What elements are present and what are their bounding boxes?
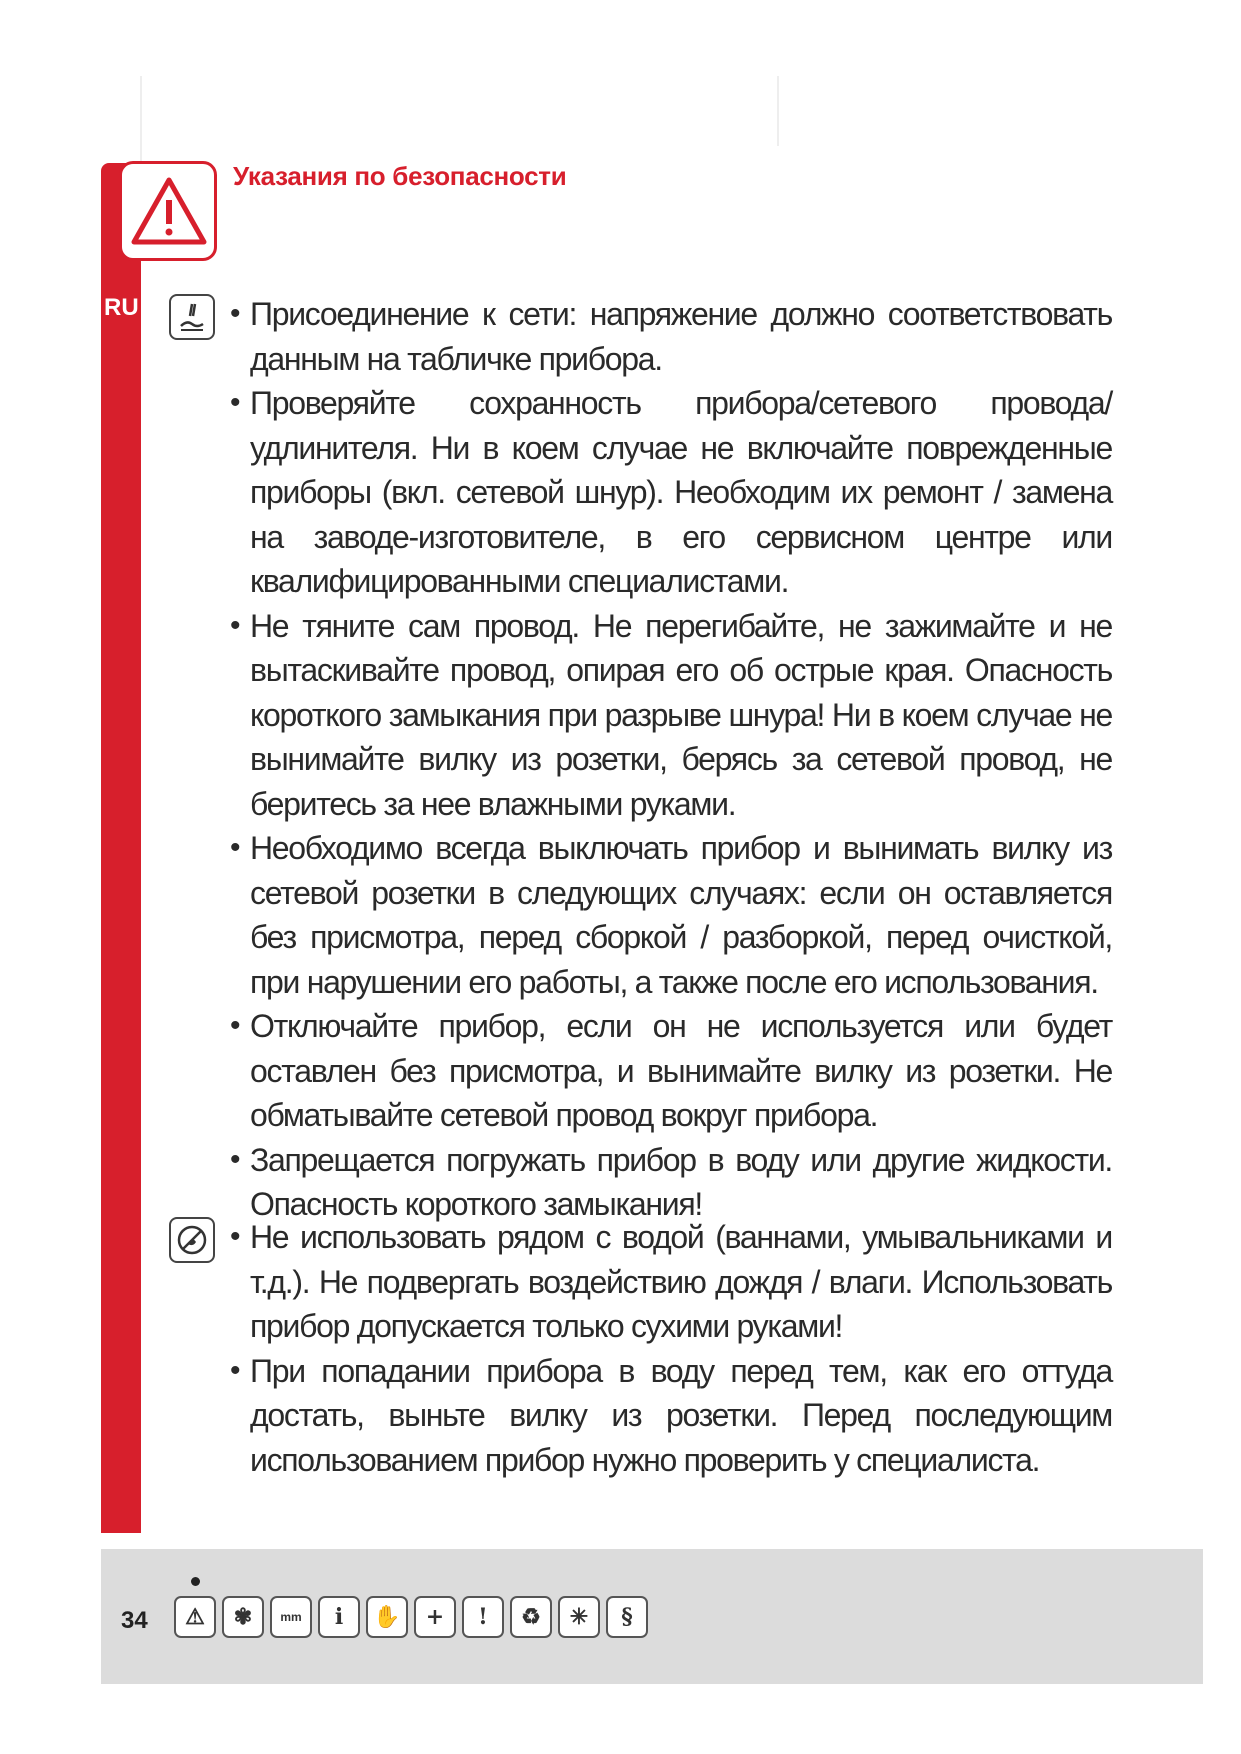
list-item: • При попадании прибора в воду перед тем, как его оттуда достать, выньте вилку из розетки. Перед последующим использованием прибор нужно проверить у специалиста.	[232, 1349, 1112, 1483]
list-item: • Отключайте прибор, если он не используется или будет оставлен без присмотра, и вынимайте вилку из розетки. Не обматывайте сетевой провод вокруг прибора.	[232, 1004, 1112, 1138]
list-item: • Присоединение к сети: напряжение должно соответствовать данным на табличке прибора.	[232, 292, 1112, 381]
no-water-icon-box	[169, 1217, 215, 1263]
plug-icon-box	[169, 294, 215, 340]
section2-bullets	[232, 1215, 1112, 1482]
language-label: RU	[104, 294, 139, 321]
warning-triangle-icon[interactable]: ⚠	[174, 1596, 216, 1638]
list-item: • Проверяйте сохранность прибора/сетевого провода/удлинителя. Ни в коем случае не включайте поврежденные приборы (вкл. сетевой шнур). Необходим их ремонт / замена на заводе-изготовителе, в его сервисном центре или квалифицированными специалистами.	[232, 381, 1112, 604]
exclamation-icon[interactable]: !	[462, 1596, 504, 1638]
info-icon[interactable]: i	[318, 1596, 360, 1638]
list-item: • Необходимо всегда выключать прибор и вынимать вилку из сетевой розетки в следующих случаях: если он оставляется без присмотра, перед сборкой / разборкой, перед очисткой, при нарушении его работы, а также после его использования.	[232, 826, 1112, 1004]
current-section-indicator	[191, 1577, 200, 1586]
list-item: • Не использовать рядом с водой (ваннами, умывальниками и т.д.). Не подвергать воздействию дождя / влаги. Использовать прибор допускается только сухими руками!	[232, 1215, 1112, 1349]
warning-triangle-icon	[130, 174, 208, 250]
fan-icon[interactable]: ✾	[222, 1596, 264, 1638]
plug-icon	[175, 300, 209, 334]
star-burst-icon[interactable]: ✳	[558, 1596, 600, 1638]
no-water-icon	[175, 1223, 209, 1257]
scan-line	[777, 76, 779, 146]
section1-bullets	[232, 292, 1112, 1227]
recycle-hand-icon[interactable]: ♻	[510, 1596, 552, 1638]
page-number: 34	[121, 1607, 148, 1634]
ruler-mm-icon[interactable]: mm	[270, 1596, 312, 1638]
side-accent-bar	[101, 163, 141, 1533]
hand-icon[interactable]: ✋	[366, 1596, 408, 1638]
chapter-nav	[174, 1596, 648, 1638]
section-title: Указания по безопасности	[233, 161, 567, 191]
list-item: • Запрещается погружать прибор в воду или другие жидкости. Опасность короткого замыкания!	[232, 1138, 1112, 1227]
scan-line	[140, 76, 142, 166]
list-item: • Не тяните сам провод. Не перегибайте, не зажимайте и не вытаскивайте провод, опирая его об острые края. Опасность короткого замыкания при разрыве шнура! Ни в коем случае не вынимайте вилку из розетки, берясь за сетевой провод, не беритесь за нее влажными руками.	[232, 604, 1112, 827]
warning-badge	[119, 161, 217, 261]
plus-minus-icon[interactable]: +	[414, 1596, 456, 1638]
paragraph-icon[interactable]: §	[606, 1596, 648, 1638]
